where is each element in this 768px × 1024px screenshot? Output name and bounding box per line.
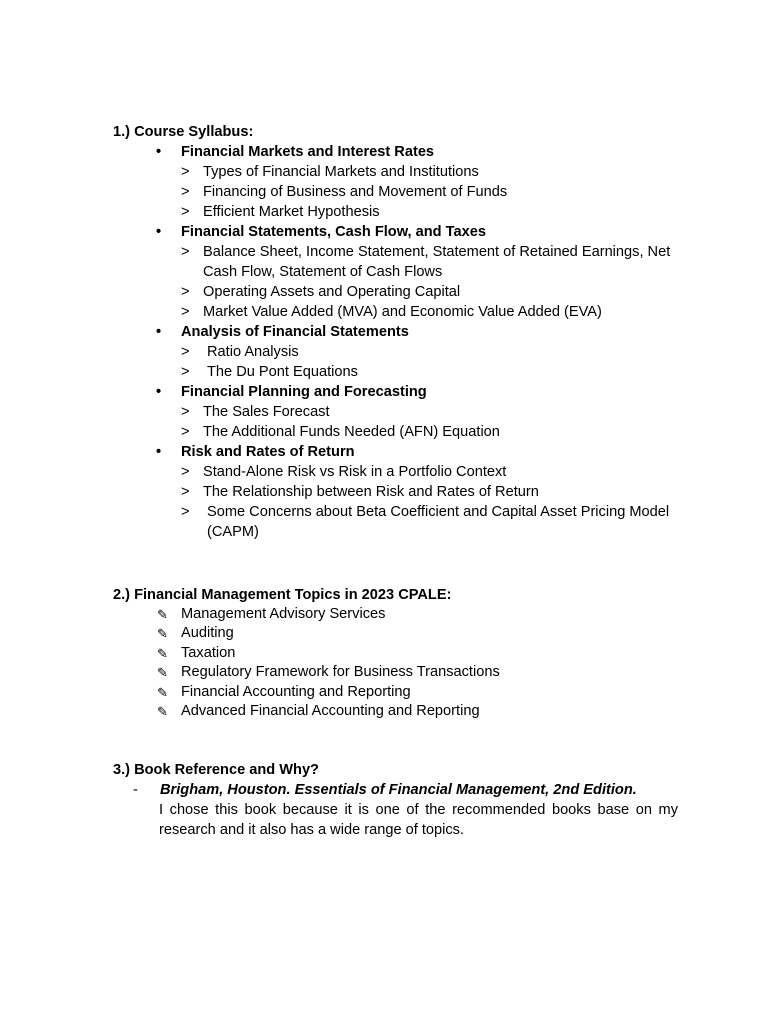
- book-title: Brigham, Houston. Essentials of Financial Management, 2nd Edition.: [160, 782, 637, 798]
- subtopic-item: [181, 302, 683, 322]
- bullet-marker: •: [156, 384, 162, 400]
- arrow-marker: >: [181, 344, 190, 360]
- arrow-marker: >: [181, 464, 190, 480]
- subtopic-item: [181, 422, 683, 442]
- cpale-topic-item: [113, 683, 683, 702]
- pencil-icon: ✎: [157, 684, 168, 700]
- section-heading: 1.) Course Syllabus:: [113, 124, 254, 140]
- arrow-marker: >: [181, 364, 190, 380]
- book-reference-section: [113, 760, 683, 840]
- pencil-icon: ✎: [157, 607, 168, 622]
- cpale-topic-item: [113, 663, 683, 682]
- cpale-topic-text: Management Advisory Services: [181, 606, 386, 622]
- subtopic-list: [181, 162, 683, 222]
- subtopic-item: [181, 242, 683, 282]
- pencil-icon: ✎: [157, 626, 168, 642]
- subtopic-item: [181, 282, 683, 302]
- subtopic-item: [181, 202, 683, 222]
- subtopic-text: Some Concerns about Beta Coefficient and Capital Asset Pricing Model (CAPM): [207, 504, 670, 540]
- book-reference-line: [113, 780, 683, 800]
- arrow-marker: >: [181, 404, 190, 420]
- topic-list: [113, 142, 683, 542]
- cpale-topic-text: Regulatory Framework for Business Transactions: [181, 664, 500, 681]
- topic-title: Risk and Rates of Return: [181, 444, 355, 460]
- syllabus-topic: [113, 442, 683, 542]
- bullet-marker: •: [156, 324, 162, 340]
- subtopic-text: Market Value Added (MVA) and Economic Value Added (EVA): [203, 304, 602, 320]
- subtopic-text: The Du Pont Equations: [207, 364, 358, 380]
- topic-title: Analysis of Financial Statements: [181, 324, 409, 340]
- cpale-topic-item: [113, 624, 683, 643]
- subtopic-item: [181, 362, 683, 382]
- subtopic-text: Efficient Market Hypothesis: [203, 204, 380, 220]
- course-syllabus-section: [113, 122, 683, 542]
- syllabus-topic: [113, 222, 683, 322]
- arrow-marker: >: [181, 424, 190, 440]
- cpale-topic-text: Auditing: [181, 625, 234, 642]
- dash-marker: -: [133, 782, 138, 798]
- pencil-icon: ✎: [157, 645, 168, 661]
- cpale-topic-item: [113, 644, 683, 663]
- subtopic-text: The Relationship between Risk and Rates of Return: [203, 484, 539, 500]
- arrow-marker: >: [181, 484, 190, 500]
- arrow-marker: >: [181, 284, 190, 300]
- subtopic-text: Financing of Business and Movement of Funds: [203, 184, 508, 200]
- subtopic-text: Balance Sheet, Income Statement, Statement of Retained Earnings, Net Cash Flow, Statement of Cash Flows: [203, 244, 671, 280]
- arrow-marker: >: [181, 164, 190, 180]
- pencil-icon: ✎: [157, 665, 168, 681]
- topic-title: Financial Planning and Forecasting: [181, 384, 427, 400]
- syllabus-topic: [113, 142, 683, 222]
- book-reason: I chose this book because it is one of the recommended books base on my research and it also has a wide range of topics.: [159, 802, 678, 838]
- subtopic-item: [181, 402, 683, 422]
- bullet-marker: •: [156, 224, 162, 240]
- cpale-topics-section: [113, 585, 683, 721]
- syllabus-topic: [113, 322, 683, 382]
- subtopic-list: [181, 242, 683, 322]
- subtopic-item: [181, 462, 683, 482]
- arrow-marker: >: [181, 204, 190, 220]
- arrow-marker: >: [181, 244, 190, 260]
- cpale-topic-item: [113, 605, 683, 624]
- subtopic-item: [181, 482, 683, 502]
- subtopic-text: Ratio Analysis: [207, 344, 299, 360]
- bullet-marker: •: [156, 144, 162, 160]
- subtopic-item: [181, 182, 683, 202]
- cpale-topic-text: Financial Accounting and Reporting: [181, 683, 411, 700]
- subtopic-item: [181, 502, 683, 542]
- subtopic-text: Operating Assets and Operating Capital: [203, 284, 461, 300]
- subtopic-text: Types of Financial Markets and Institutions: [203, 164, 479, 180]
- subtopic-text: The Additional Funds Needed (AFN) Equation: [203, 424, 500, 440]
- topic-title: Financial Statements, Cash Flow, and Taxes: [181, 224, 486, 240]
- bullet-marker: •: [156, 444, 162, 460]
- arrow-marker: >: [181, 504, 190, 520]
- arrow-marker: >: [181, 184, 190, 200]
- subtopic-text: Stand-Alone Risk vs Risk in a Portfolio Context: [203, 464, 507, 480]
- section-heading: 3.) Book Reference and Why?: [113, 762, 319, 778]
- subtopic-item: [181, 342, 683, 362]
- cpale-list: [113, 605, 683, 721]
- subtopic-list: [181, 462, 683, 542]
- subtopic-text: The Sales Forecast: [203, 404, 330, 420]
- subtopic-list: [181, 402, 683, 442]
- section-heading: 2.) Financial Management Topics in 2023 CPALE:: [113, 587, 452, 603]
- cpale-topic-text: Advanced Financial Accounting and Reporting: [181, 703, 480, 720]
- pencil-icon: ✎: [157, 704, 168, 720]
- topic-title: Financial Markets and Interest Rates: [181, 144, 435, 160]
- arrow-marker: >: [181, 304, 190, 320]
- cpale-topic-item: [113, 702, 683, 721]
- subtopic-list: [181, 342, 683, 382]
- cpale-topic-text: Taxation: [181, 644, 236, 661]
- syllabus-topic: [113, 382, 683, 442]
- subtopic-item: [181, 162, 683, 182]
